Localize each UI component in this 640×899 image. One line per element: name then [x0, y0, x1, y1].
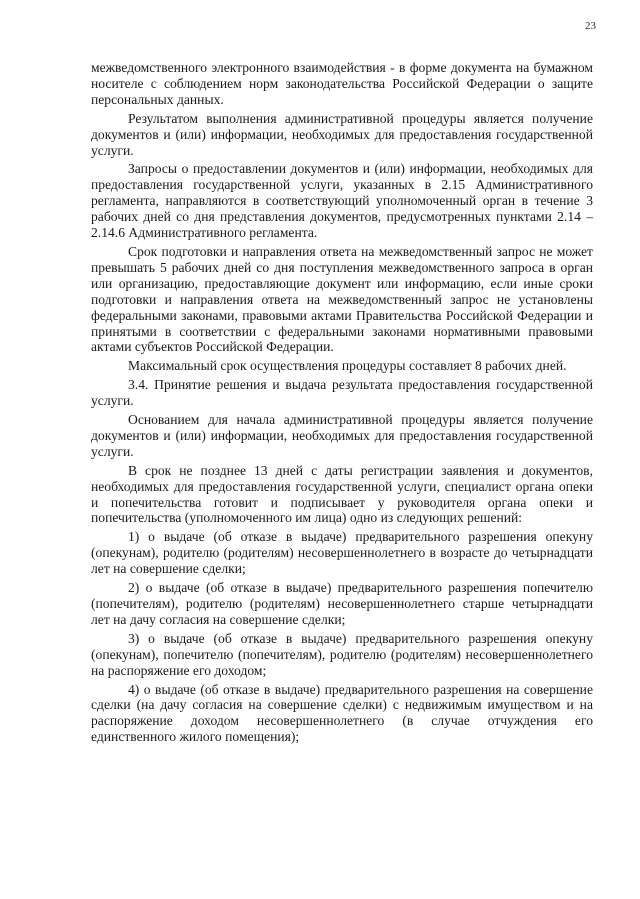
list-item: 3) о выдаче (об отказе в выдаче) предварительного разрешения опекуну (опекунам), попечителю (попечителям), родителю (родителям) несовершеннолетнего на распоряжение его доходом;	[91, 630, 593, 678]
paragraph: Основанием для начала административной процедуры является получение документов и (или) информации, необходимых для предоставления государственной услуги.	[91, 412, 593, 459]
list-item: 4) о выдаче (об отказе в выдаче) предварительного разрешения на совершение сделки (на дачу согласия на совершение сделки) с недвижимым имуществом и на распоряжение доходом несовершеннолетнего (в случае отчуждения его единственного жилого помещения);	[91, 681, 593, 745]
paragraph: Максимальный срок осуществления процедуры составляет 8 рабочих дней.	[128, 358, 567, 374]
paragraph: Запросы о предоставлении документов и (или) информации, необходимых для предоставления государственной услуги, указанных в 2.15 Административного регламента, направляются в соответствующий уполномоченный орган в течение 3 рабочих дней со дня представления документов, предусмотренных пунктами 2.14 – 2.14.6 Административного регламента.	[91, 161, 593, 241]
document-body	[91, 60, 593, 748]
paragraph: межведомственного электронного взаимодействия - в форме документа на бумажном носителе с соблюдением норм законодательства Российской Федерации о защите персональных данных.	[91, 60, 593, 107]
paragraph: Срок подготовки и направления ответа на межведомственный запрос не может превышать 5 рабочих дней со дня поступления межведомственного запроса в орган или организацию, предоставляющие документ или информацию, если иные сроки подготовки и направления ответа на межведомственный запрос не установлены федеральными законами, правовыми актами Правительства Российской Федерации и принятыми в соответствии с федеральными законами нормативными правовыми актами субъектов Российской Федерации.	[91, 243, 593, 355]
paragraph: Результатом выполнения административной процедуры является получение документов и (или) информации, необходимых для предоставления государственной услуги.	[91, 110, 593, 158]
list-item: 1) о выдаче (об отказе в выдаче) предварительного разрешения опекуну (опекунам), родителю (родителям) несовершеннолетнего в возрасте до четырнадцати лет на совершение сделки;	[91, 529, 593, 577]
section-heading: 3.4. Принятие решения и выдача результата предоставления государственной услуги.	[91, 377, 593, 409]
page-number: 23	[585, 20, 596, 32]
list-item: 2) о выдаче (об отказе в выдаче) предварительного разрешения попечителю (попечителям), родителю (родителям) несовершеннолетнего старше четырнадцати лет на дачу согласия на совершение сделки;	[91, 580, 593, 627]
paragraph: В срок не позднее 13 дней с даты регистрации заявления и документов, необходимых для предоставления государственной услуги, специалист органа опеки и попечительства готовит и подписывает у руководителя органа опеки и попечительства (уполномоченного им лица) одно из следующих решений:	[91, 462, 593, 526]
